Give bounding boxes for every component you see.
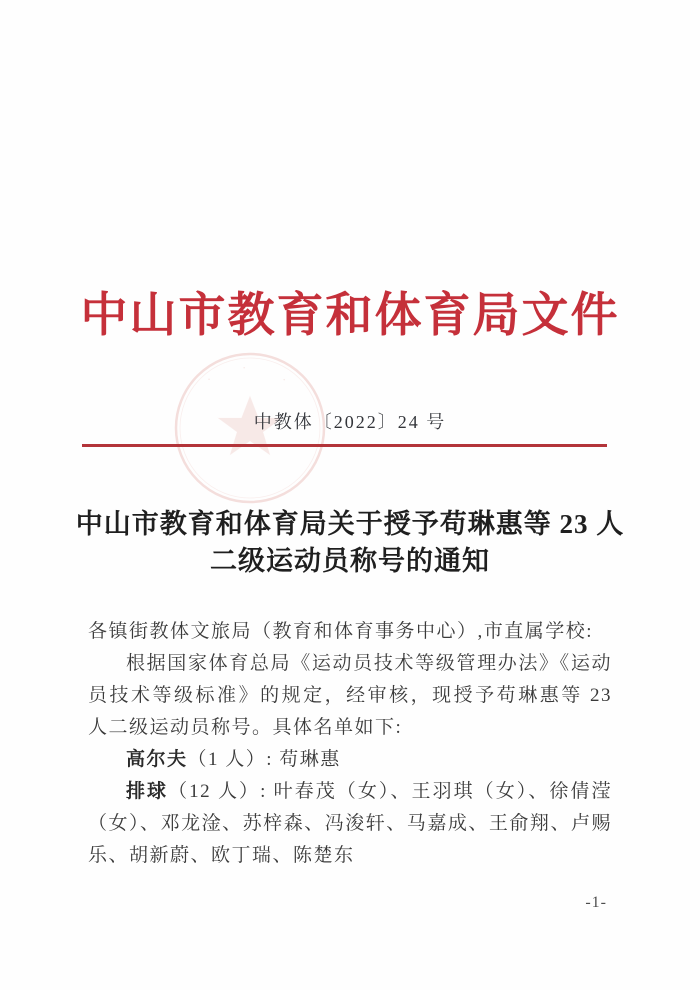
notice-title [50, 506, 650, 580]
notice-title-line1: 中山市教育和体育局关于授予苟琳惠等 23 人 [75, 509, 625, 539]
svg-text:·: · [278, 372, 291, 387]
page-number: -1- [585, 894, 607, 911]
red-divider-rule [82, 444, 607, 447]
athlete-list-volleyball [88, 776, 612, 872]
letterhead-title: 中山市教育和体育局文件 [80, 290, 620, 342]
sport-name-golf: 高尔夫 [126, 749, 188, 770]
salutation-line: 各镇街教体文旅局（教育和体育事务中心）,市直属学校: [88, 621, 594, 642]
notice-title-line2: 二级运动员称号的通知 [210, 546, 490, 576]
document-body [88, 616, 612, 872]
athlete-list-golf [88, 744, 612, 776]
svg-text:·: · [202, 371, 216, 387]
sport-names-golf: （1 人）: 苟琳惠 [187, 749, 341, 770]
sport-name-volleyball: 排球 [126, 781, 169, 802]
sport-names-volleyball: （12 人）: 叶春茂（女）、王羽琪（女）、徐倩滢（女）、邓龙淦、苏梓森、冯浚轩、马嘉成、王俞翔、卢赐乐、胡新蔚、欧丁瑞、陈楚东 [88, 781, 612, 866]
svg-text:·: · [242, 360, 247, 375]
document-number: 中教体〔2022〕24 号 [253, 412, 447, 432]
body-paragraph: 根据国家体育总局《运动员技术等级管理办法》《运动员技术等级标准》的规定，经审核，现授予苟琳惠等 23 人二级运动员称号。具体名单如下: [88, 653, 612, 738]
